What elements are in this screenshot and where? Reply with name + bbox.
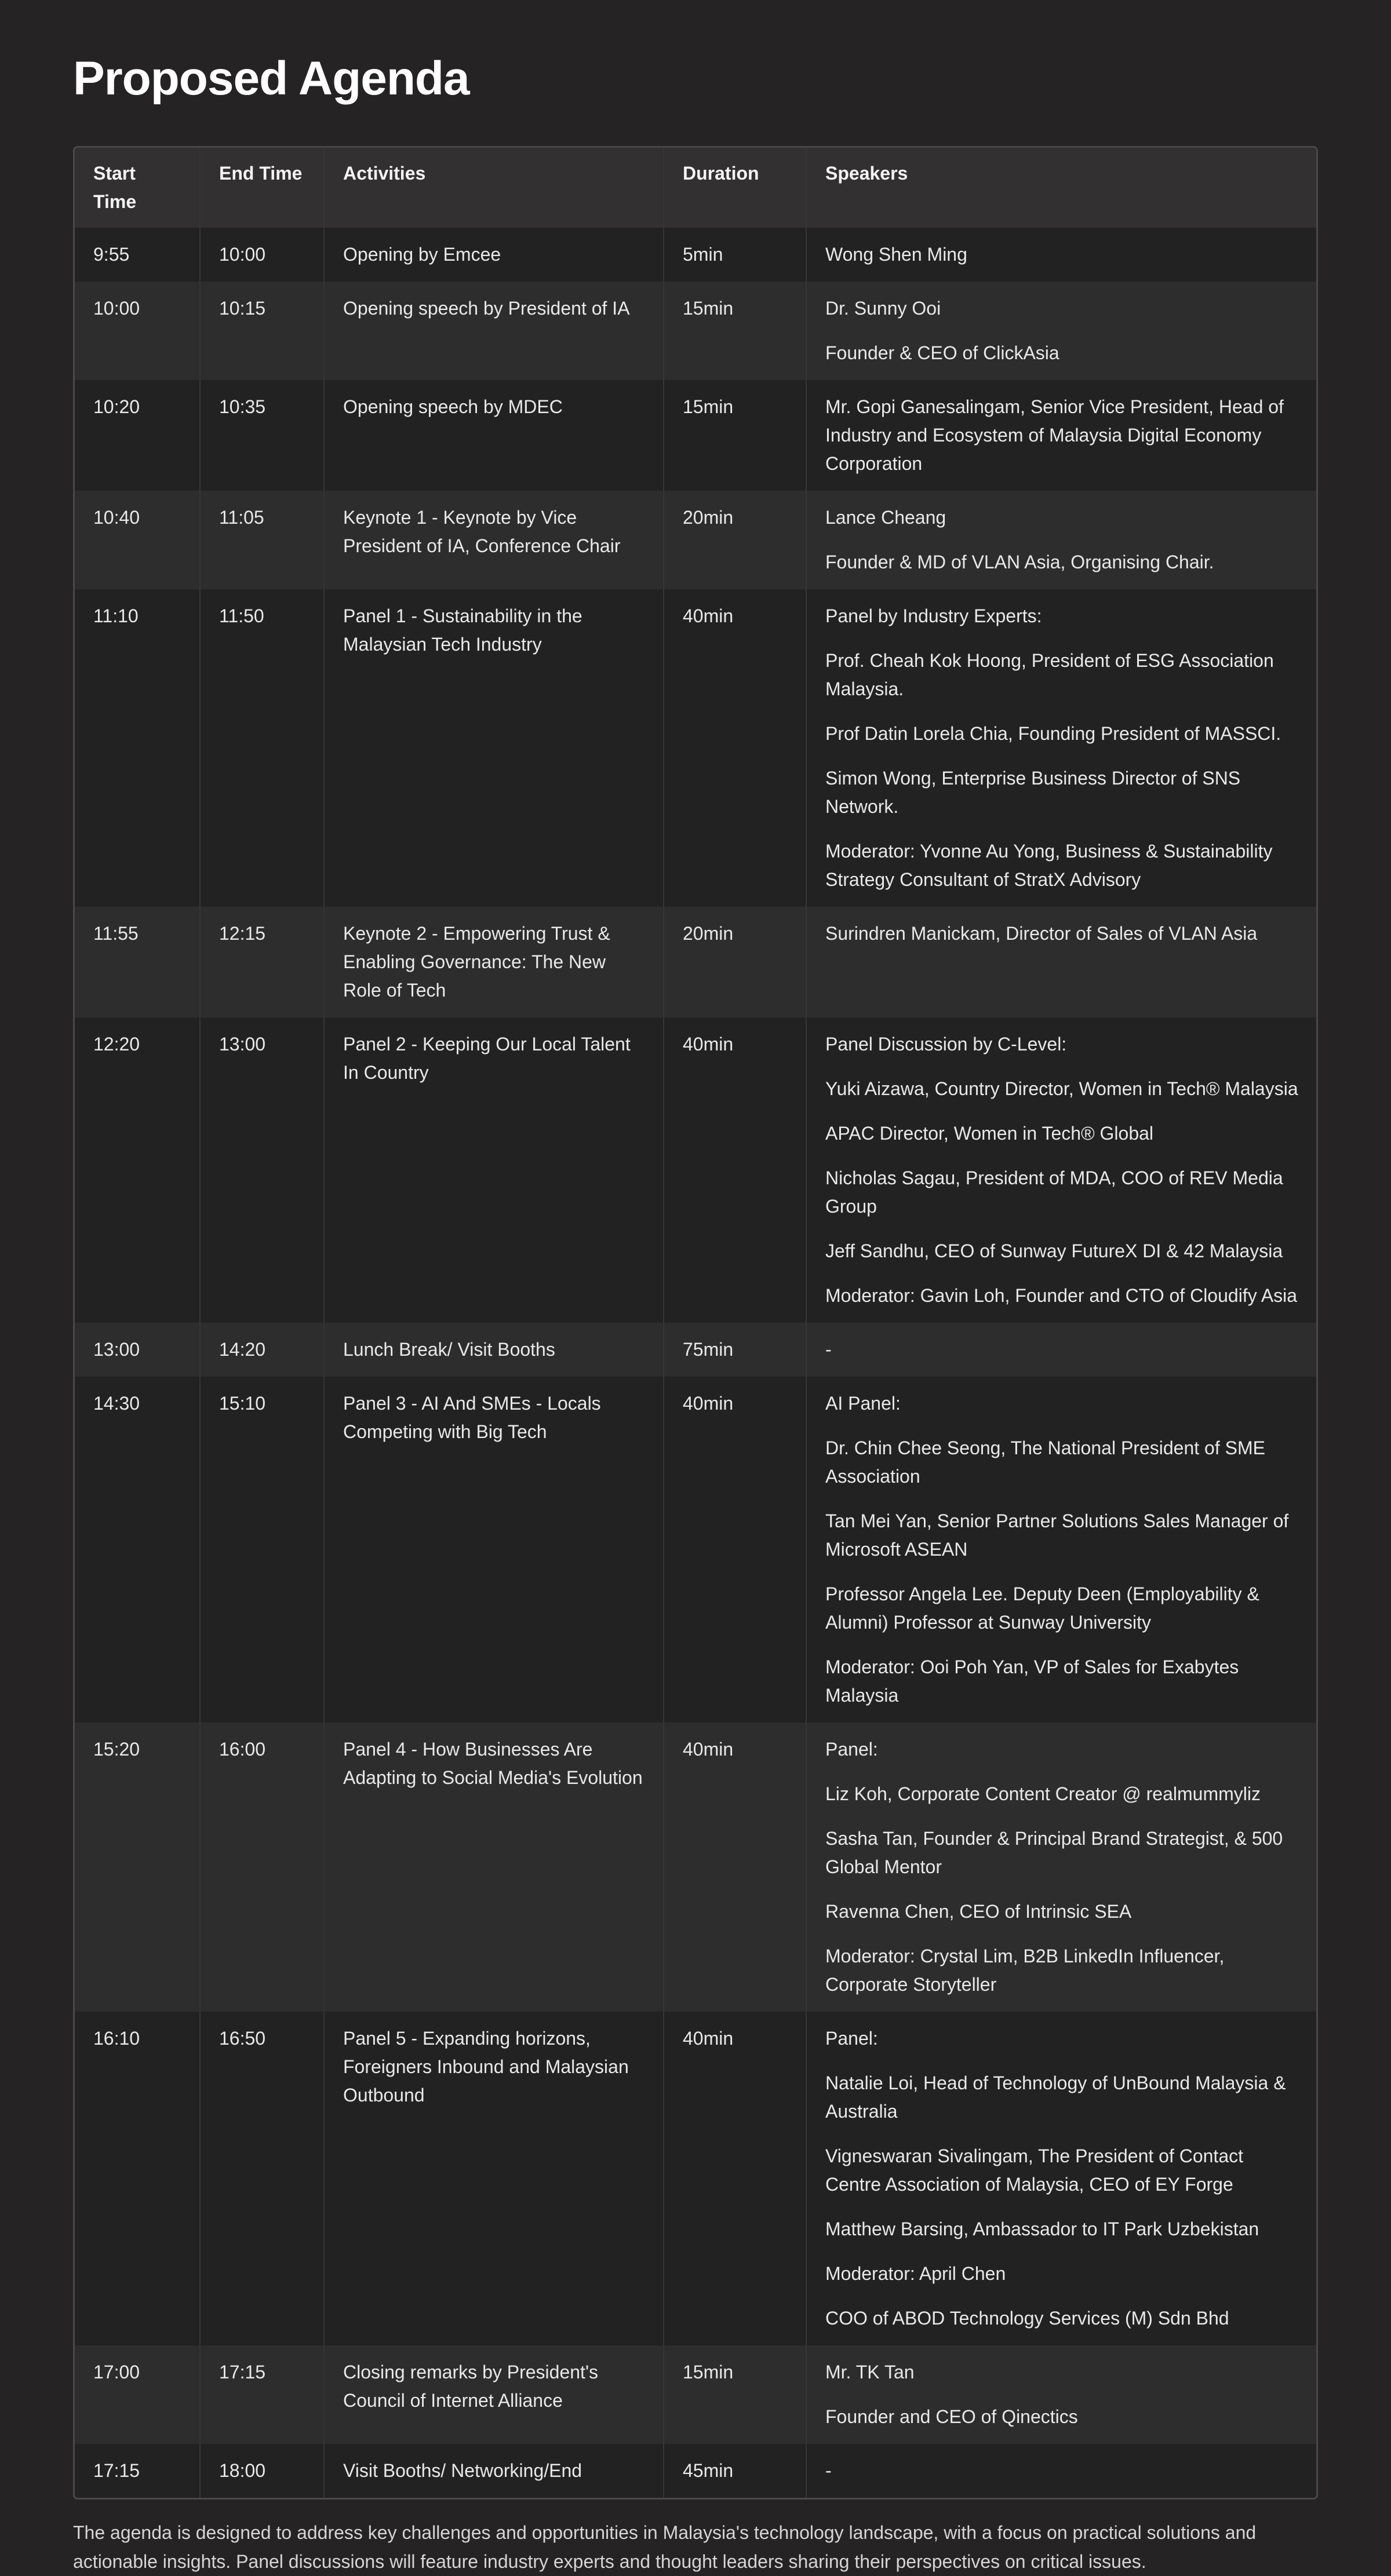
cell-activity: Keynote 2 - Empowering Trust & Enabling Governance: The New Role of Tech — [324, 907, 664, 1017]
cell-end-time: 11:50 — [200, 589, 324, 907]
speaker-line: Founder & MD of VLAN Asia, Organising Chair. — [825, 552, 1214, 572]
cell-end-time: 16:00 — [200, 1723, 324, 2012]
speaker-line: Vigneswaran Sivalingam, The President of Contact Centre Association of Malaysia, CEO of EY Forge — [825, 2146, 1243, 2195]
cell-start-time: 13:00 — [75, 1323, 200, 1377]
cell-activity: Panel 5 - Expanding horizons, Foreigners Inbound and Malaysian Outbound — [324, 2012, 664, 2345]
header-end-time: End Time — [200, 148, 324, 228]
cell-start-time: 10:00 — [75, 282, 200, 380]
cell-speakers — [806, 1323, 1316, 1377]
cell-duration: 40min — [664, 1017, 806, 1323]
speaker-line: Jeff Sandhu, CEO of Sunway FutureX DI & 42 Malaysia — [825, 1240, 1283, 1261]
cell-end-time: 10:15 — [200, 282, 324, 380]
cell-speakers — [806, 228, 1316, 282]
speaker-line: Panel: — [825, 2028, 878, 2049]
table-header-row — [75, 148, 1316, 228]
page-title: Proposed Agenda — [73, 52, 469, 105]
cell-duration: 40min — [664, 1377, 806, 1723]
cell-speakers — [806, 380, 1316, 491]
speaker-line: COO of ABOD Technology Services (M) Sdn Bhd — [825, 2308, 1229, 2329]
table-row — [75, 2012, 1316, 2345]
speaker-line: Moderator: Ooi Poh Yan, VP of Sales for Exabytes Malaysia — [825, 1656, 1239, 1706]
cell-end-time: 11:05 — [200, 491, 324, 589]
table-row — [75, 282, 1316, 380]
header-activities: Activities — [324, 148, 664, 228]
table-row — [75, 2345, 1316, 2444]
cell-speakers — [806, 1723, 1316, 2012]
agenda-table-body — [75, 228, 1316, 2498]
cell-speakers — [806, 1377, 1316, 1723]
cell-start-time: 17:15 — [75, 2444, 200, 2498]
speaker-line: Moderator: Yvonne Au Yong, Business & Sustainability Strategy Consultant of StratX Advisory — [825, 841, 1273, 890]
speaker-line: Simon Wong, Enterprise Business Director of SNS Network. — [825, 768, 1241, 817]
cell-speakers — [806, 2012, 1316, 2345]
speaker-line: Wong Shen Ming — [825, 244, 967, 265]
cell-start-time: 10:40 — [75, 491, 200, 589]
table-row — [75, 1323, 1316, 1377]
header-duration: Duration — [664, 148, 806, 228]
cell-duration: 15min — [664, 2345, 806, 2444]
cell-end-time: 14:20 — [200, 1323, 324, 1377]
cell-activity: Panel 3 - AI And SMEs - Locals Competing with Big Tech — [324, 1377, 664, 1723]
cell-duration: 20min — [664, 907, 806, 1017]
cell-end-time: 15:10 — [200, 1377, 324, 1723]
speaker-line: Surindren Manickam, Director of Sales of VLAN Asia — [825, 923, 1258, 944]
cell-duration: 40min — [664, 589, 806, 907]
speaker-line: - — [825, 1339, 832, 1360]
table-row — [75, 907, 1316, 1017]
cell-duration: 45min — [664, 2444, 806, 2498]
cell-speakers — [806, 2345, 1316, 2444]
speaker-line: Panel: — [825, 1739, 878, 1760]
table-row — [75, 491, 1316, 589]
cell-end-time: 10:35 — [200, 380, 324, 491]
cell-activity: Visit Booths/ Networking/End — [324, 2444, 664, 2498]
speaker-line: Nicholas Sagau, President of MDA, COO of REV Media Group — [825, 1167, 1283, 1217]
cell-end-time: 18:00 — [200, 2444, 324, 2498]
speaker-line: Moderator: April Chen — [825, 2263, 1006, 2284]
cell-speakers — [806, 907, 1316, 1017]
cell-duration: 15min — [664, 282, 806, 380]
speaker-line: Panel by Industry Experts: — [825, 605, 1042, 626]
cell-duration: 15min — [664, 380, 806, 491]
cell-end-time: 17:15 — [200, 2345, 324, 2444]
cell-start-time: 11:55 — [75, 907, 200, 1017]
table-row — [75, 1377, 1316, 1723]
cell-speakers — [806, 2444, 1316, 2498]
footer-note: The agenda is designed to address key challenges and opportunities in Malaysia's technology landscape, with a focus on practical solutions and actionable insights. Panel discussions will feature industry experts and thought leaders sharing their perspectives on critical issues. — [73, 2522, 1257, 2572]
speaker-line: Sasha Tan, Founder & Principal Brand Strategist, & 500 Global Mentor — [825, 1828, 1283, 1877]
speaker-line: Moderator: Gavin Loh, Founder and CTO of Cloudify Asia — [825, 1285, 1298, 1306]
speaker-line: Dr. Chin Chee Seong, The National President of SME Association — [825, 1437, 1265, 1487]
cell-duration: 75min — [664, 1323, 806, 1377]
speaker-line: Panel Discussion by C-Level: — [825, 1034, 1067, 1055]
cell-start-time: 11:10 — [75, 589, 200, 907]
table-row — [75, 228, 1316, 282]
cell-activity: Panel 1 - Sustainability in the Malaysian Tech Industry — [324, 589, 664, 907]
speaker-line: AI Panel: — [825, 1393, 901, 1414]
cell-start-time: 9:55 — [75, 228, 200, 282]
speaker-line: Natalie Loi, Head of Technology of UnBound Malaysia & Australia — [825, 2073, 1286, 2122]
cell-activity: Panel 4 - How Businesses Are Adapting to Social Media's Evolution — [324, 1723, 664, 2012]
speaker-line: Ravenna Chen, CEO of Intrinsic SEA — [825, 1901, 1132, 1922]
cell-activity: Opening speech by President of IA — [324, 282, 664, 380]
table-row — [75, 1723, 1316, 2012]
cell-start-time: 12:20 — [75, 1017, 200, 1323]
speaker-line: Liz Koh, Corporate Content Creator @ realmummyliz — [825, 1783, 1261, 1804]
speaker-line: - — [825, 2460, 832, 2481]
cell-speakers — [806, 589, 1316, 907]
cell-duration: 5min — [664, 228, 806, 282]
cell-activity: Panel 2 - Keeping Our Local Talent In Country — [324, 1017, 664, 1323]
cell-end-time: 16:50 — [200, 2012, 324, 2345]
cell-start-time: 16:10 — [75, 2012, 200, 2345]
speaker-line: Matthew Barsing, Ambassador to IT Park Uzbekistan — [825, 2219, 1259, 2239]
agenda-table-container — [73, 146, 1318, 2500]
cell-start-time: 15:20 — [75, 1723, 200, 2012]
cell-duration: 20min — [664, 491, 806, 589]
cell-activity: Keynote 1 - Keynote by Vice President of IA, Conference Chair — [324, 491, 664, 589]
table-row — [75, 380, 1316, 491]
speaker-line: Mr. TK Tan — [825, 2362, 915, 2382]
speaker-line: Prof. Cheah Kok Hoong, President of ESG Association Malaysia. — [825, 650, 1274, 699]
cell-start-time: 14:30 — [75, 1377, 200, 1723]
cell-end-time: 10:00 — [200, 228, 324, 282]
cell-activity: Opening by Emcee — [324, 228, 664, 282]
speaker-line: Dr. Sunny Ooi — [825, 298, 941, 319]
cell-speakers — [806, 1017, 1316, 1323]
cell-activity: Lunch Break/ Visit Booths — [324, 1323, 664, 1377]
cell-start-time: 10:20 — [75, 380, 200, 491]
agenda-table — [75, 148, 1316, 2498]
speaker-line: Lance Cheang — [825, 507, 946, 528]
speaker-line: Founder and CEO of Qinectics — [825, 2406, 1078, 2427]
cell-activity: Opening speech by MDEC — [324, 380, 664, 491]
table-row — [75, 2444, 1316, 2498]
cell-speakers — [806, 491, 1316, 589]
header-speakers: Speakers — [806, 148, 1316, 228]
cell-duration: 40min — [664, 2012, 806, 2345]
speaker-line: Moderator: Crystal Lim, B2B LinkedIn Influencer, Corporate Storyteller — [825, 1946, 1225, 1995]
speaker-line: Mr. Gopi Ganesalingam, Senior Vice President, Head of Industry and Ecosystem of Malaysia Digital Economy Corporation — [825, 396, 1284, 474]
cell-end-time: 12:15 — [200, 907, 324, 1017]
header-start-time: Start Time — [75, 148, 200, 228]
table-row — [75, 1017, 1316, 1323]
cell-speakers — [806, 282, 1316, 380]
speaker-line: Yuki Aizawa, Country Director, Women in Tech® Malaysia — [825, 1078, 1298, 1099]
speaker-line: Tan Mei Yan, Senior Partner Solutions Sales Manager of Microsoft ASEAN — [825, 1510, 1289, 1560]
speaker-line: Founder & CEO of ClickAsia — [825, 342, 1059, 363]
speaker-line: Prof Datin Lorela Chia, Founding President of MASSCI. — [825, 723, 1281, 744]
cell-start-time: 17:00 — [75, 2345, 200, 2444]
cell-duration: 40min — [664, 1723, 806, 2012]
cell-end-time: 13:00 — [200, 1017, 324, 1323]
speaker-line: Professor Angela Lee. Deputy Deen (Employability & Alumni) Professor at Sunway University — [825, 1583, 1259, 1633]
speaker-line: APAC Director, Women in Tech® Global — [825, 1123, 1154, 1144]
table-row — [75, 589, 1316, 907]
cell-activity: Closing remarks by President's Council of Internet Alliance — [324, 2345, 664, 2444]
